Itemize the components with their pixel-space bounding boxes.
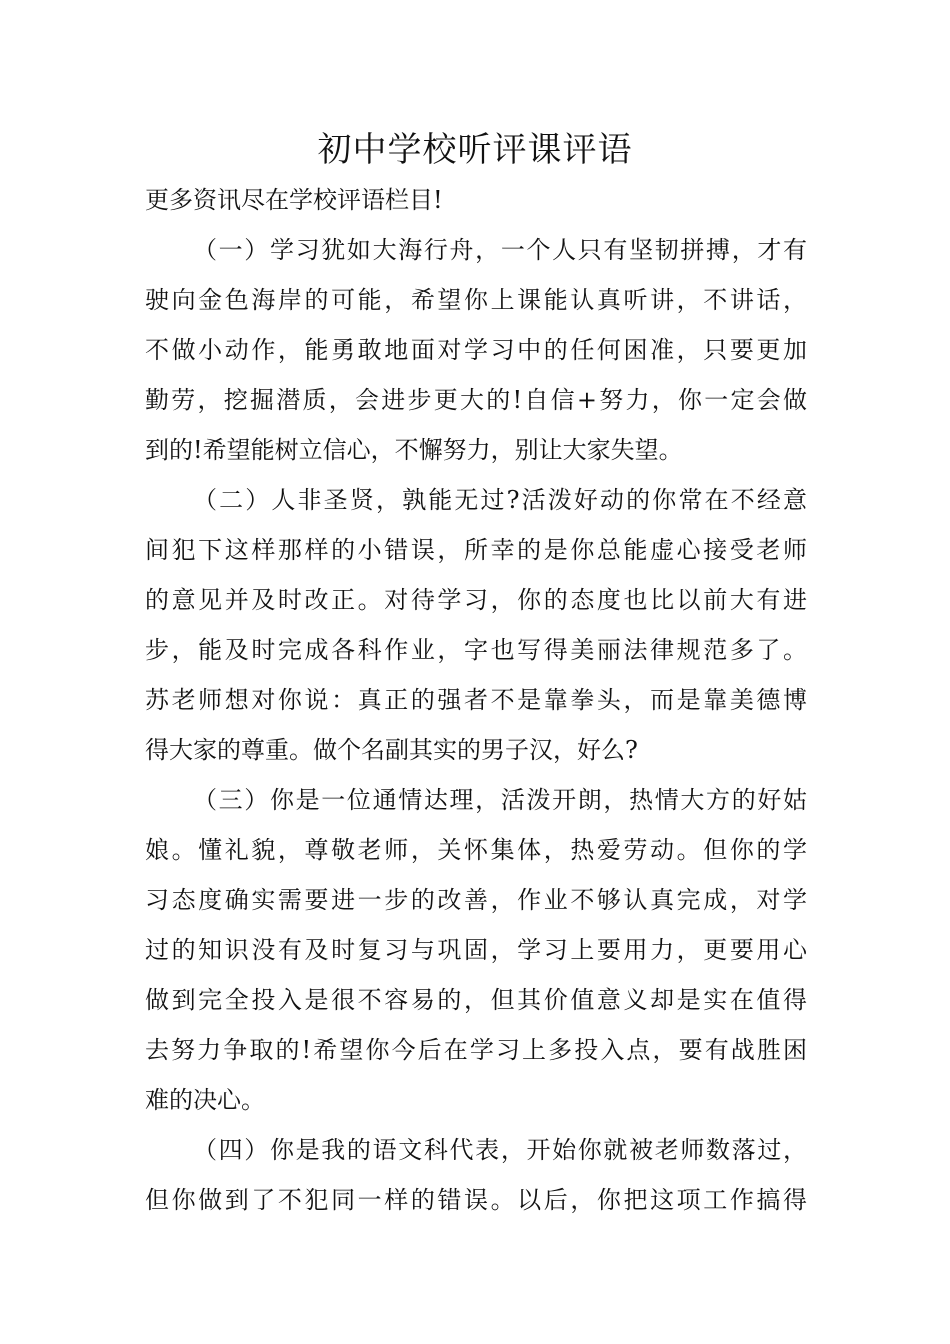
paragraph-line: 习态度确实需要进一步的改善，作业不够认真完成，对学: [145, 886, 807, 914]
paragraph-2: [145, 475, 807, 775]
paragraph-3: [145, 775, 807, 1125]
paragraph-line: 过的知识没有及时复习与巩固，学习上要用力，更要用心: [145, 936, 807, 964]
document-subtitle: 更多资讯尽在学校评语栏目!: [145, 186, 443, 214]
paragraph-line: 到的!希望能树立信心，不懈努力，别让大家失望。: [145, 436, 683, 464]
paragraph-line: 得大家的尊重。做个名副其实的男子汉，好么?: [145, 736, 638, 764]
paragraph-line: （二）人非圣贤，孰能无过?活泼好动的你常在不经意: [193, 486, 807, 514]
paragraph-line: 做到完全投入是很不容易的，但其价值意义却是实在值得: [145, 986, 807, 1014]
paragraph-1: [145, 225, 807, 475]
paragraph-line: 勤劳，挖掘潜质，会进步更大的!自信+努力，你一定会做: [145, 386, 807, 414]
paragraph-line: 步，能及时完成各科作业，字也写得美丽法律规范多了。: [145, 636, 807, 664]
paragraph-line: 的意见并及时改正。对待学习，你的态度也比以前大有进: [145, 586, 807, 614]
paragraph-line: （四）你是我的语文科代表，开始你就被老师数落过，: [193, 1136, 807, 1164]
paragraph-line: （一）学习犹如大海行舟，一个人只有坚韧拼搏，才有: [193, 236, 807, 264]
paragraph-4: [145, 1125, 807, 1225]
paragraph-line: 驶向金色海岸的可能，希望你上课能认真听讲，不讲话，: [145, 286, 807, 314]
paragraph-line: 不做小动作，能勇敢地面对学习中的任何困准，只要更加: [145, 336, 807, 364]
paragraph-line: 苏老师想对你说：真正的强者不是靠拳头，而是靠美德博: [145, 686, 807, 714]
paragraph-line: 娘。懂礼貌，尊敬老师，关怀集体，热爱劳动。但你的学: [145, 836, 807, 864]
paragraph-line: 去努力争取的!希望你今后在学习上多投入点，要有战胜困: [145, 1036, 807, 1064]
paragraph-line: 但你做到了不犯同一样的错误。以后，你把这项工作搞得: [145, 1186, 807, 1214]
paragraph-line: 难的决心。: [145, 1086, 265, 1114]
paragraph-line: （三）你是一位通情达理，活泼开朗，热情大方的好姑: [193, 786, 807, 814]
paragraph-line: 间犯下这样那样的小错误，所幸的是你总能虚心接受老师: [145, 536, 807, 564]
document-title: 初中学校听评课评语: [317, 130, 633, 170]
document-body: [145, 175, 807, 1225]
